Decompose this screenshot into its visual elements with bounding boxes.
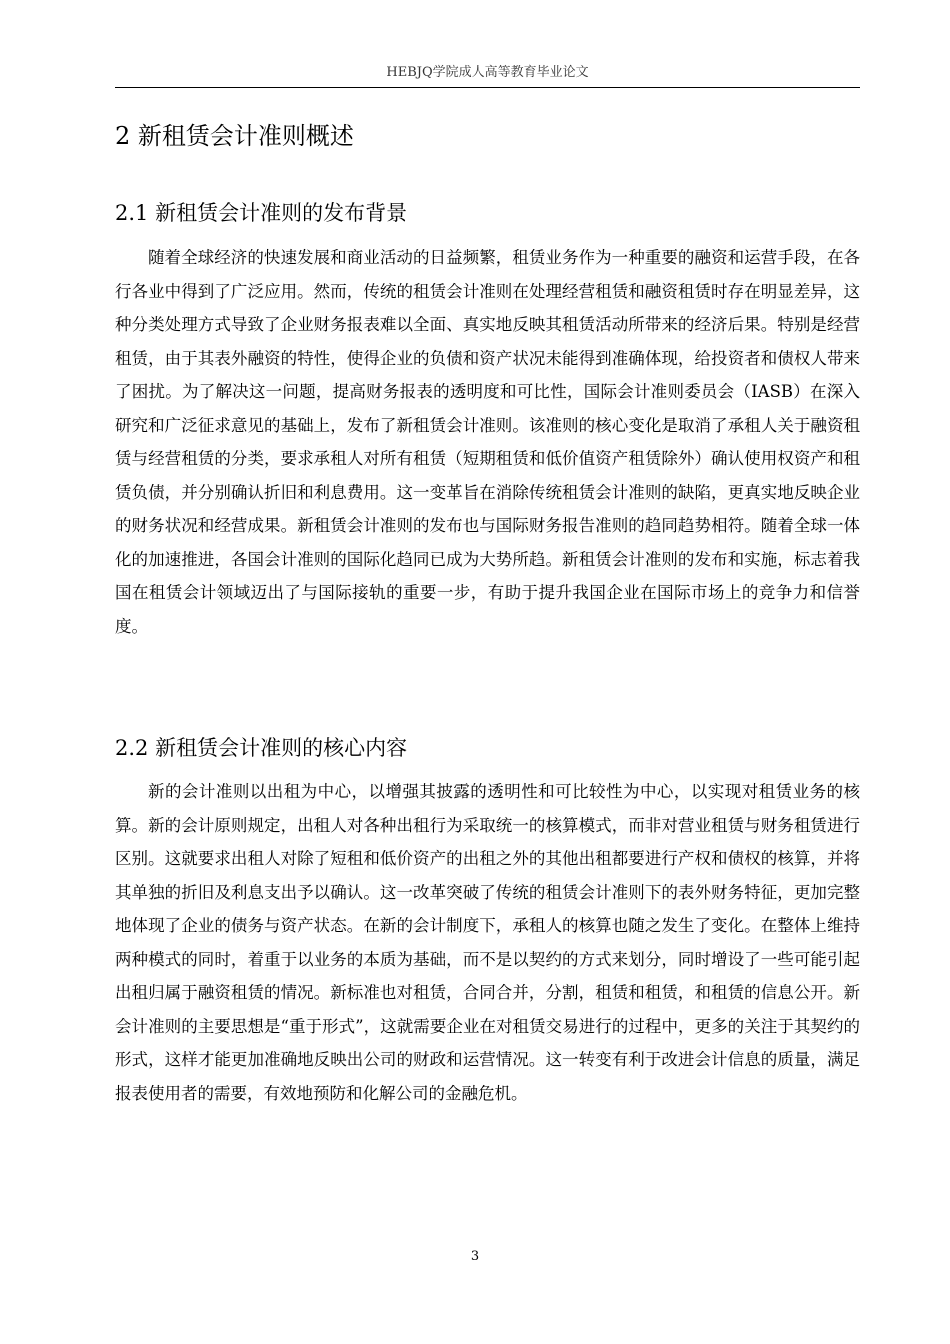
page-header: HEBJQ学院成人高等教育毕业论文 [386, 65, 589, 80]
section-heading-2-2: 2.2 新租赁会计准则的核心内容 [115, 736, 408, 760]
section-2-2-paragraph: 新的会计准则以出租为中心，以增强其披露的透明性和可比较性为中心，以实现对租赁业务的核算。新的会计原则规定，出租人对各种出租行为采取统一的核算模式，而非对营业租赁与财务租赁进行区别。这就要求出租人对除了短租和低价资产的出租之外的其他出租都要进行产权和债权的核算，并将其单独的折旧及利息支出予以确认。这一改革突破了传统的租赁会计准则下的表外财务特征，更加完整地体现了企业的债务与资产状态。在新的会计制度下，承租人的核算也随之发生了变化。在整体上维持两种模式的同时，着重于以业务的本质为基础，而不是以契约的方式来划分，同时增设了一些可能引起出租归属于融资租赁的情况。新标准也对租赁，合同合并，分割，租赁和租赁，和租赁的信息公开。新会计准则的主要思想是“重于形式”，这就需要企业在对租赁交易进行的过程中，更多的关注于其契约的形式，这样才能更加准确地反映出公司的财政和运营情况。这一转变有利于改进会计信息的质量，满足报表使用者的需要，有效地预防和化解公司的金融危机。 [115, 782, 860, 1103]
header-divider [115, 87, 860, 88]
section-heading-2-1: 2.1 新租赁会计准则的发布背景 [115, 201, 408, 225]
page-number: 3 [470, 1249, 480, 1264]
section-2-1-paragraph: 随着全球经济的快速发展和商业活动的日益频繁，租赁业务作为一种重要的融资和运营手段，在各行各业中得到了广泛应用。然而，传统的租赁会计准则在处理经营租赁和融资租赁时存在明显差异，这种分类处理方式导致了企业财务报表难以全面、真实地反映其租赁活动所带来的经济后果。特别是经营租赁，由于其表外融资的特性，使得企业的负债和资产状况未能得到准确体现，给投资者和债权人带来了困扰。为了解决这一问题，提高财务报表的透明度和可比性，国际会计准则委员会（IASB）在深入研究和广泛征求意见的基础上，发布了新租赁会计准则。该准则的核心变化是取消了承租人关于融资租赁与经营租赁的分类，要求承租人对所有租赁（短期租赁和低价值资产租赁除外）确认使用权资产和租赁负债，并分别确认折旧和利息费用。这一变革旨在消除传统租赁会计准则的缺陷，更真实地反映企业的财务状况和经营成果。新租赁会计准则的发布也与国际财务报告准则的趋同趋势相符。随着全球一体化的加速推进，各国会计准则的国际化趋同已成为大势所趋。新租赁会计准则的发布和实施，标志着我国在租赁会计领域迈出了与国际接轨的重要一步，有助于提升我国企业在国际市场上的竞争力和信誉度。 [115, 248, 860, 636]
chapter-heading: 2 新租赁会计准则概述 [115, 122, 354, 150]
